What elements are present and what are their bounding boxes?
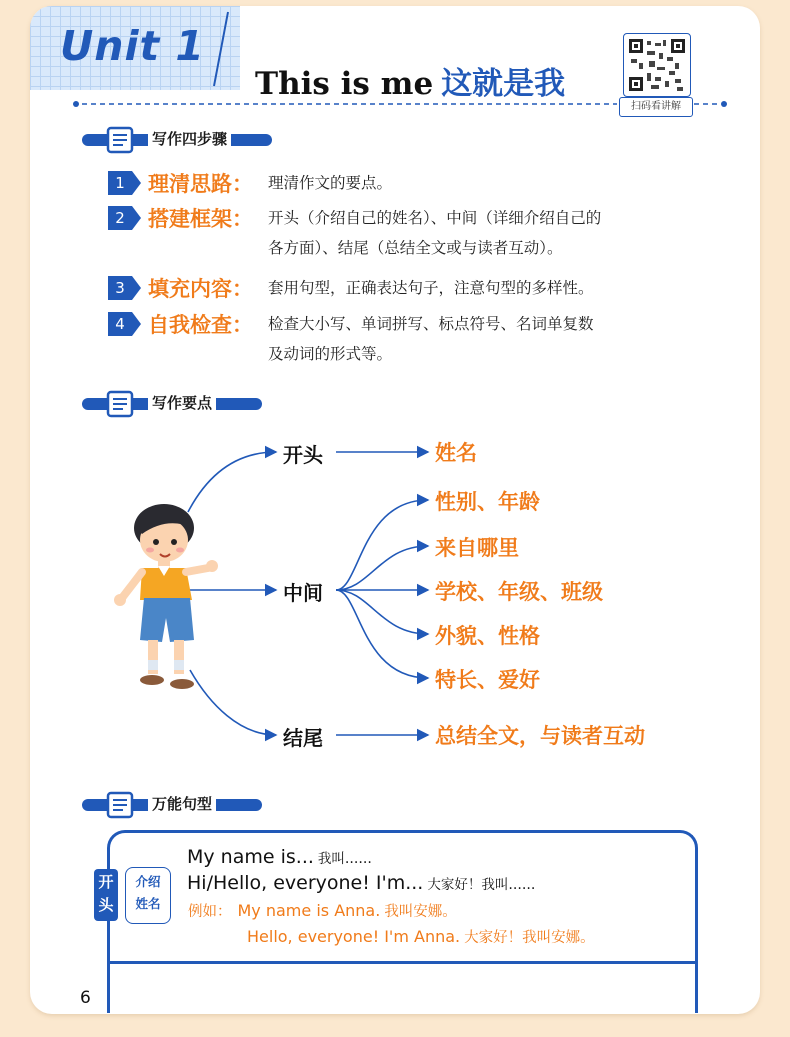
sentence-cn: 大家好！我叫……	[427, 877, 536, 893]
example-en: My name is Anna.	[237, 901, 381, 920]
example-cn: 大家好！我叫安娜。	[464, 930, 595, 946]
title-en: This is me	[255, 66, 434, 102]
qr-label: 扫码看讲解	[619, 97, 693, 117]
example-en: Hello, everyone! I'm Anna.	[247, 927, 461, 946]
example-2	[247, 926, 595, 947]
scroll-icon	[104, 790, 138, 820]
boy-illustration	[112, 500, 224, 696]
section-title: 写作四步骤	[148, 130, 231, 148]
sentence-en: Hi/Hello, everyone! I'm...	[187, 872, 424, 894]
step-title: 理清思路：	[148, 172, 253, 196]
page-number: 6	[80, 988, 91, 1008]
mindmap-target: 总结全文，与读者互动	[435, 724, 645, 748]
side-label-line: 姓名	[135, 896, 161, 911]
unit-title: Unit 1	[60, 22, 205, 70]
step-number-badge: 1	[108, 171, 132, 195]
sentence-cn: 我叫……	[317, 851, 372, 867]
pattern-box-divider	[107, 961, 695, 964]
step-text: 检查大小写、单词拼写、标点符号、名词单复数	[268, 315, 594, 333]
section-title: 写作要点	[148, 394, 216, 412]
pattern-side-tag: 开头	[94, 869, 118, 921]
step-text: 套用句型，正确表达句子，注意句型的多样性。	[268, 279, 594, 297]
step-number-badge: 2	[108, 206, 132, 230]
mindmap-target: 姓名	[435, 441, 477, 465]
mindmap-opening: 开头	[283, 443, 323, 467]
mindmap-target: 性别、年龄	[435, 490, 540, 514]
section-header-patterns	[82, 790, 262, 820]
side-label-line: 介绍	[135, 874, 161, 889]
sentence-pattern-2	[187, 872, 535, 894]
example-prefix: 例如：	[188, 904, 232, 920]
mindmap-target: 特长、爱好	[435, 668, 540, 692]
step-title: 自我检查：	[148, 313, 253, 337]
step-text: 开头（介绍自己的姓名）、中间（详细介绍自己的	[268, 209, 602, 227]
step-title: 搭建框架：	[148, 207, 253, 231]
mindmap-ending: 结尾	[283, 726, 323, 750]
mindmap-middle: 中间	[283, 581, 323, 605]
step-text: 及动词的形式等。	[268, 345, 393, 363]
section-title: 万能句型	[148, 795, 216, 813]
sentence-pattern-1	[187, 846, 372, 868]
pattern-side-label	[125, 867, 171, 924]
mindmap-target: 学校、年级、班级	[435, 580, 603, 604]
step-text: 各方面）、结尾（总结全文或与读者互动）。	[268, 239, 563, 257]
example-cn: 我叫安娜。	[384, 904, 457, 920]
step-number-badge: 4	[108, 312, 132, 336]
step-number-badge: 3	[108, 276, 132, 300]
step-title: 填充内容：	[148, 277, 253, 301]
sentence-en: My name is...	[187, 846, 314, 868]
title-cn: 这就是我	[441, 66, 566, 102]
mindmap-target: 来自哪里	[435, 536, 519, 560]
mindmap-target: 外貌、性格	[435, 624, 540, 648]
example-1	[188, 900, 457, 921]
step-text: 理清作文的要点。	[268, 174, 393, 192]
